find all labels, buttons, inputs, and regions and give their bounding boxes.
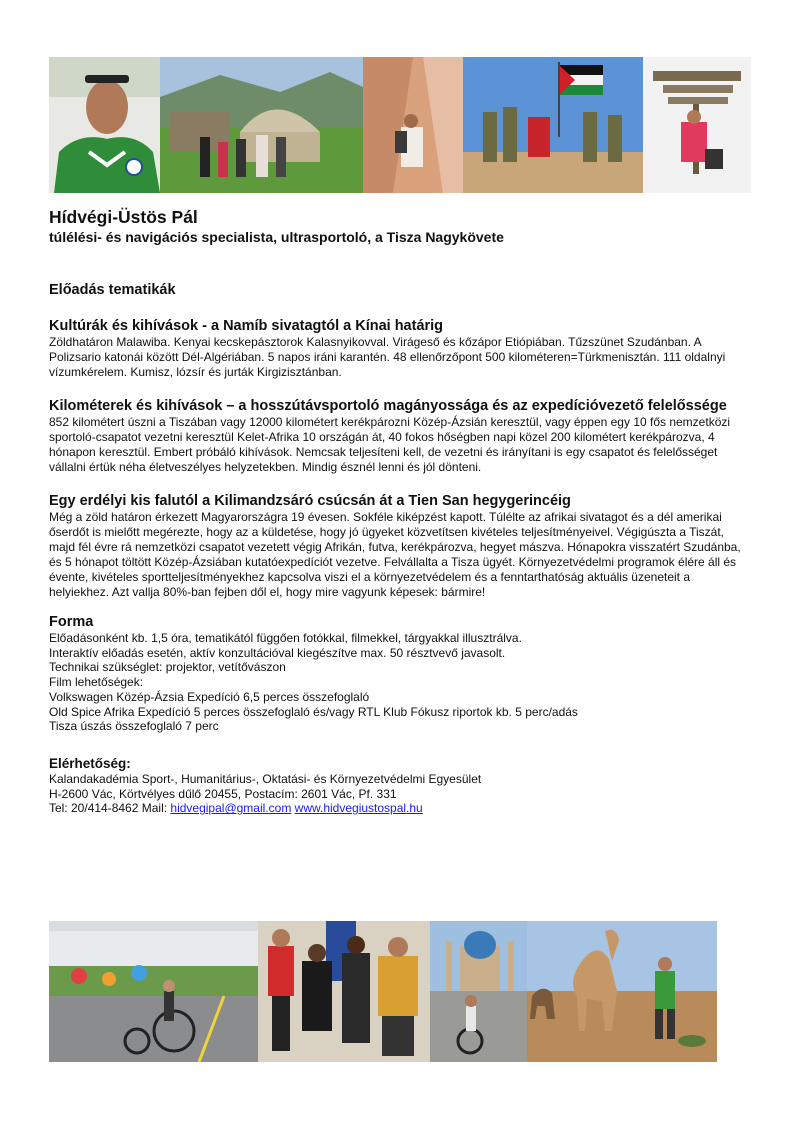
bottom-photo-strip	[49, 921, 717, 1062]
section-heading: Előadás tematikák	[49, 282, 176, 298]
main-content	[49, 207, 749, 816]
mosque-cyclist-photo	[430, 921, 527, 1062]
topic-title: Kultúrák és kihívások - a Namíb sivatagtól a Kínai határig	[49, 318, 444, 334]
portrait-photo	[49, 57, 160, 193]
kilimanjaro-summit-photo	[643, 57, 751, 193]
forma-line: Tisza úszás összefoglaló 7 perc	[49, 719, 219, 734]
soldiers-flag-photo	[463, 57, 643, 193]
forma-line: Old Spice Afrika Expedíció 5 perces összefoglaló és/vagy RTL Klub Fókusz riportok kb. 5 perc/adás	[49, 704, 578, 719]
page-title: Hídvégi-Üstös Pál	[49, 207, 198, 227]
contact-heading: Elérhetőség:	[49, 755, 131, 771]
email-link[interactable]: hidvegipal@gmail.com	[170, 801, 292, 816]
cyclists-photo	[49, 921, 258, 1062]
yurt-family-photo	[160, 57, 363, 193]
topic-body: Még a zöld határon érkezett Magyarországra 19 évesen. Sokféle kiképzést kapott. Túlélte az afrikai sivatagot és a dél amerikai őserdőt is mielőtt megérezte, hogy az a küldetése, hogy jó ügyeket közvetítsen kivételes teljesítményeivel. Végigúszta a Tiszát, majd fél évre rá nemzetközi csapatot vezetett végig Afrikán, futva, kerékpározva, hegyet mászva. Hónapokra visszatért Szudánba, és 5 hónapot töltött Közép-Ázsiában kutatóexpedíciót vezetve. Felvállalta a Tisza ügyét. Környezetvédelmi programok élére áll és évente, kivételes sportteljesítményekhez kapcsolva viszi el a környezetvédelem és a fenntarthatóság aktuális üzeneteit a helyiekhez. Azt vallja 80%-ban fejben dől el, hogy mire vagyunk képesek: bármire!	[49, 510, 741, 599]
forma-heading: Forma	[49, 614, 94, 630]
topic-1	[49, 318, 749, 380]
topic-3	[49, 493, 749, 600]
forma-line: Technikai szükséglet: projektor, vetítővászon	[49, 660, 286, 675]
website-link[interactable]: www.hidvegiustospal.hu	[294, 801, 423, 816]
officials-photo	[258, 921, 430, 1062]
camels-desert-photo	[527, 921, 717, 1062]
forma-line: Film lehetőségek:	[49, 675, 144, 690]
contact-line	[49, 801, 749, 816]
climbing-photo	[363, 57, 463, 193]
contact-address: H-2600 Vác, Körtvélyes dűlő 20455, Postacím: 2601 Vác, Pf. 331	[49, 786, 397, 801]
forma-line: Előadásonként kb. 1,5 óra, tematikától függően fotókkal, filmekkel, tárgyakkal illusztrálva.	[49, 631, 522, 645]
forma-line: Interaktív előadás esetén, aktív konzultációval kiegészítve max. 50 résztvevő javasolt.	[49, 645, 506, 660]
topic-title: Egy erdélyi kis falutól a Kilimandzsáró csúcsán át a Tien San hegygerincéig	[49, 493, 571, 509]
contact-section	[49, 756, 749, 816]
topic-body: Zöldhatáron Malawiba. Kenyai kecskepásztorok Kalasnyikovval. Virágeső és kőzápor Etiópiában. Tűzszünet Szudánban. A Polizsario katonái között Dél-Algériában. 5 napos iráni karantén. 48 ellenőrzőpont 500 kilométeren=Türkmenisztán. 111 oldalnyi vízumkérelem. Kumisz, lózsír és jurták Kirgizisztánban.	[49, 335, 726, 379]
topic-body: 852 kilométert úszni a Tiszában vagy 12000 kilométert kerékpározni Közép-Ázsián keresztül, vagy éppen egy 10 fős nemzetközi sportoló-csapatot vezetni keresztül Kelet-Afrika 10 országán át, 40 fokos hőségben napi közel 200 kilométert kerékpározva, 4 hónapon keresztül. Embert próbáló kihívások. Nemcsak teljesíteni kell, de vezetni és irányítani is egy csapatot és felelősséget vállalni értük néha életveszélyes helyzetekben. Mindig észnél lenni és jól dönteni.	[49, 415, 731, 474]
forma-section	[49, 614, 749, 734]
contact-org: Kalandakadémia Sport-, Humanitárius-, Oktatási- és Környezetvédelmi Egyesület	[49, 771, 482, 786]
topic-2	[49, 398, 749, 475]
forma-line: Volkswagen Közép-Ázsia Expedíció 6,5 perces összefoglaló	[49, 689, 370, 704]
contact-phone: Tel: 20/414-8462 Mail:	[49, 801, 171, 816]
page-subtitle: túlélési- és navigációs specialista, ultrasportoló, a Tisza Nagykövete	[49, 229, 504, 245]
topic-title: Kilométerek és kihívások – a hosszútávsportoló magányossága és az expedícióvezető felelőssége	[49, 398, 727, 414]
top-photo-strip	[49, 57, 751, 193]
